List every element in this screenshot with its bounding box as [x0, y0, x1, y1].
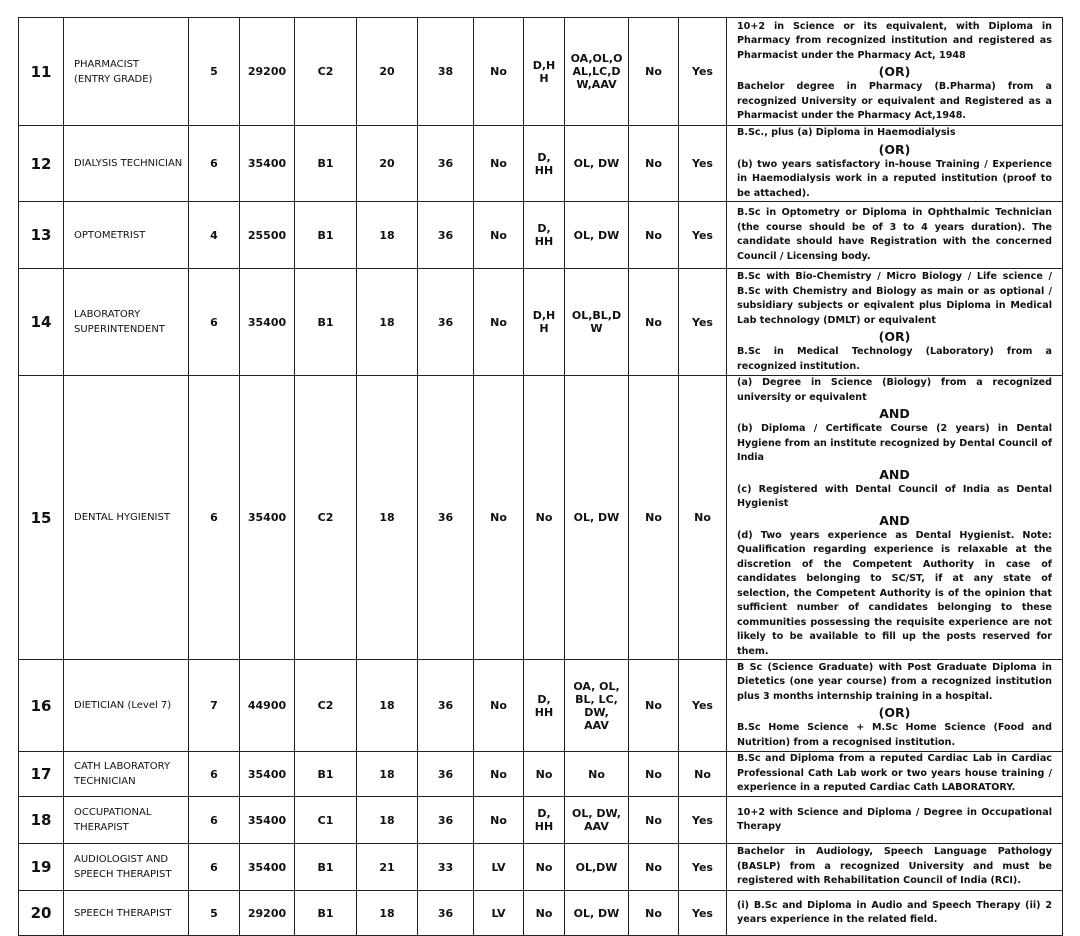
column-10-cell: [565, 752, 629, 797]
post-name-line: PHARMACIST: [74, 58, 140, 70]
table-row: [19, 18, 1063, 126]
pay-level-cell: 5: [189, 18, 240, 126]
post-name-line: SPEECH THERAPIST: [74, 907, 172, 919]
qualification-cell: [727, 752, 1063, 797]
max-age-cell: 38: [418, 18, 474, 126]
column-10-line: OL,BL,D: [571, 309, 622, 322]
column-12-cell: Yes: [679, 126, 727, 202]
post-name-line: LABORATORY: [74, 309, 141, 320]
qualification-cell: [727, 891, 1063, 936]
group-cell: B1: [295, 202, 357, 269]
table-row: [19, 126, 1063, 202]
column-12-cell: Yes: [679, 891, 727, 936]
column-11-cell: No: [629, 752, 679, 797]
pay-level-cell: 5: [189, 891, 240, 936]
max-age-cell: 33: [418, 844, 474, 891]
post-name-line: AUDIOLOGIST AND: [74, 854, 169, 865]
qualification-paragraph: B.Sc., plus (a) Diploma in Haemodialysis: [737, 127, 956, 138]
group-cell: B1: [295, 269, 357, 376]
column-11-cell: No: [629, 844, 679, 891]
column-11-cell: No: [629, 126, 679, 202]
column-8-cell: No: [474, 18, 524, 126]
table-row: [19, 376, 1063, 660]
table-row: [19, 752, 1063, 797]
column-9-cell: [524, 844, 565, 891]
pay-level-cell: 6: [189, 752, 240, 797]
post-name-line: SUPERINTENDENT: [74, 324, 165, 335]
qualification-paragraph: B.Sc in Optometry or Diploma in Ophthalmic Technician (the course should be of 3 to 4 years duration). The candidate should have Registration with the concerned Council / Licensing body.: [737, 207, 1052, 262]
qualification-paragraph: (i) B.Sc and Diploma in Audio and Speech Therapy (ii) 2 years experience in the related field.: [737, 899, 1052, 925]
qualification-separator: AND: [879, 512, 910, 528]
min-age-cell: 18: [357, 376, 418, 660]
qualification-paragraph: B.Sc with Bio-Chemistry / Micro Biology / Life science / B.Sc with Chemistry and Biology as main or as optional / subsidiary subjects or eqivalent plus Diploma in Medical Lab technology (DMLT) or equivalent: [737, 271, 1052, 326]
pay-amount-cell: 25500: [240, 202, 295, 269]
group-cell: B1: [295, 126, 357, 202]
serial-number-cell: 11: [19, 18, 64, 126]
pay-amount-cell: 35400: [240, 797, 295, 844]
qualification-paragraph: B.Sc in Medical Technology (Laboratory) from a recognized institution.: [737, 346, 1052, 372]
column-12-cell: Yes: [679, 202, 727, 269]
pay-amount-cell: 29200: [240, 18, 295, 126]
column-10-line: OL,DW: [575, 860, 618, 874]
serial-number-cell: 14: [19, 269, 64, 376]
column-10-cell: [565, 202, 629, 269]
pay-amount-cell: 35400: [240, 376, 295, 660]
qualification-separator: AND: [879, 466, 910, 482]
column-10-line: OL, DW: [573, 228, 620, 242]
qualification-paragraph: (b) Diploma / Certificate Course (2 years) in Dental Hygiene from an institute recognized by Dental Council of India: [737, 423, 1052, 463]
group-cell: B1: [295, 891, 357, 936]
group-cell: C1: [295, 797, 357, 844]
column-10-cell: [565, 660, 629, 752]
column-9-line: D,: [537, 692, 551, 706]
table-row: [19, 660, 1063, 752]
column-9-line: H: [539, 322, 549, 335]
column-9-cell: [524, 660, 565, 752]
serial-number-cell: 16: [19, 660, 64, 752]
column-8-cell: LV: [474, 844, 524, 891]
qualification-paragraph: (c) Registered with Dental Council of India as Dental Hygienist: [737, 483, 1052, 509]
post-name-line: OPTOMETRIST: [74, 229, 146, 241]
group-cell: B1: [295, 844, 357, 891]
pay-level-cell: 7: [189, 660, 240, 752]
max-age-cell: 36: [418, 797, 474, 844]
min-age-cell: 18: [357, 797, 418, 844]
column-9-line: HH: [534, 235, 554, 248]
max-age-cell: 36: [418, 126, 474, 202]
column-8-cell: No: [474, 202, 524, 269]
serial-number-cell: 19: [19, 844, 64, 891]
max-age-cell: 36: [418, 752, 474, 797]
qualification-paragraph: B.Sc and Diploma from a reputed Cardiac Lab in Cardiac Professional Cath Lab work or two years house training / experience in a reputed Cardiac Cath LABORATORY.: [737, 753, 1052, 794]
min-age-cell: 18: [357, 752, 418, 797]
qualification-separator: (OR): [878, 64, 911, 79]
column-10-line: OL, DW: [573, 511, 620, 524]
column-11-cell: No: [629, 891, 679, 936]
column-12-cell: Yes: [679, 269, 727, 376]
column-10-cell: [565, 126, 629, 202]
serial-number-cell: 15: [19, 376, 64, 660]
column-9-cell: [524, 752, 565, 797]
post-name-line: SPEECH THERAPIST: [74, 869, 172, 880]
min-age-cell: 18: [357, 269, 418, 376]
recruitment-table-container: [18, 17, 1063, 936]
post-name-line: DIETICIAN (Level 7): [74, 700, 172, 711]
table-row: [19, 891, 1063, 936]
column-10-cell: [565, 891, 629, 936]
column-9-line: No: [535, 906, 553, 920]
post-name-cell: [64, 126, 189, 202]
serial-number-cell: 13: [19, 202, 64, 269]
pay-amount-cell: 44900: [240, 660, 295, 752]
column-9-line: H: [539, 71, 549, 85]
column-12-cell: Yes: [679, 797, 727, 844]
serial-number-cell: 12: [19, 126, 64, 202]
column-9-line: D,: [537, 222, 551, 235]
qualification-paragraph: Bachelor in Audiology, Speech Language Pathology (BASLP) from a recognized University and must be registered with Rehabilitation Council of India (RCI).: [737, 846, 1052, 887]
column-10-cell: [565, 18, 629, 126]
pay-amount-cell: 35400: [240, 269, 295, 376]
qualification-cell: [727, 844, 1063, 891]
table-row: [19, 202, 1063, 269]
column-8-cell: No: [474, 660, 524, 752]
serial-number-cell: 18: [19, 797, 64, 844]
pay-amount-cell: 35400: [240, 126, 295, 202]
column-11-cell: No: [629, 797, 679, 844]
qualification-paragraph: B.Sc Home Science + M.Sc Home Science (Food and Nutrition) from a recognised institution.: [737, 722, 1052, 748]
column-9-cell: [524, 797, 565, 844]
column-10-line: DW,: [584, 705, 609, 719]
qualification-separator: (OR): [878, 329, 911, 344]
qualification-cell: [727, 202, 1063, 269]
column-9-cell: [524, 891, 565, 936]
qualification-paragraph: 10+2 with Science and Diploma / Degree in Occupational Therapy: [737, 806, 1052, 832]
pay-level-cell: 6: [189, 797, 240, 844]
column-12-cell: Yes: [679, 844, 727, 891]
table-row: [19, 797, 1063, 844]
column-9-line: D,H: [532, 309, 556, 322]
column-9-cell: [524, 202, 565, 269]
qualification-cell: [727, 797, 1063, 844]
column-8-cell: LV: [474, 891, 524, 936]
qualification-cell: [727, 660, 1063, 752]
column-12-cell: No: [679, 376, 727, 660]
serial-number-cell: 17: [19, 752, 64, 797]
column-9-line: HH: [534, 163, 554, 177]
min-age-cell: 18: [357, 660, 418, 752]
column-9-cell: [524, 376, 565, 660]
pay-level-cell: 4: [189, 202, 240, 269]
post-name-line: OCCUPATIONAL: [74, 807, 152, 818]
post-name-cell: [64, 18, 189, 126]
pay-amount-cell: 35400: [240, 844, 295, 891]
column-9-cell: [524, 126, 565, 202]
qualification-cell: [727, 126, 1063, 202]
column-11-cell: No: [629, 18, 679, 126]
column-10-line: BL, LC,: [575, 692, 618, 706]
qualification-cell: [727, 18, 1063, 126]
qualification-paragraph: (a) Degree in Science (Biology) from a recognized university or equivalent: [737, 377, 1052, 403]
post-name-cell: [64, 891, 189, 936]
column-10-line: W,AAV: [576, 78, 617, 91]
column-10-line: OA, OL,: [573, 679, 620, 693]
column-10-cell: [565, 844, 629, 891]
column-9-cell: [524, 269, 565, 376]
column-9-line: HH: [534, 820, 554, 833]
min-age-cell: 20: [357, 18, 418, 126]
qualification-separator: AND: [879, 406, 910, 421]
column-11-cell: No: [629, 660, 679, 752]
serial-number-cell: 20: [19, 891, 64, 936]
qualification-cell: [727, 269, 1063, 376]
min-age-cell: 18: [357, 891, 418, 936]
column-8-cell: No: [474, 376, 524, 660]
column-10-line: OL, DW: [573, 157, 620, 170]
column-8-cell: No: [474, 752, 524, 797]
column-10-line: AAV: [584, 718, 609, 732]
column-10-line: No: [588, 767, 605, 781]
column-9-line: D,: [537, 807, 551, 820]
column-9-line: No: [535, 767, 553, 781]
column-10-line: AAV: [584, 820, 609, 833]
pay-amount-cell: 29200: [240, 891, 295, 936]
column-10-cell: [565, 797, 629, 844]
post-name-line: DIALYSIS TECHNICIAN: [74, 158, 183, 169]
pay-level-cell: 6: [189, 126, 240, 202]
pay-amount-cell: 35400: [240, 752, 295, 797]
column-8-cell: No: [474, 269, 524, 376]
min-age-cell: 20: [357, 126, 418, 202]
column-9-line: No: [535, 860, 553, 874]
max-age-cell: 36: [418, 202, 474, 269]
column-10-line: OL, DW,: [572, 807, 621, 820]
column-11-cell: No: [629, 376, 679, 660]
qualification-paragraph: 10+2 in Science or its equivalent, with Diploma in Pharmacy from recognized institution and registered as Pharmacist under the Pharmacy Act, 1948: [737, 20, 1052, 61]
pay-level-cell: 6: [189, 269, 240, 376]
post-name-cell: [64, 660, 189, 752]
min-age-cell: 21: [357, 844, 418, 891]
max-age-cell: 36: [418, 660, 474, 752]
column-11-cell: No: [629, 269, 679, 376]
column-10-cell: [565, 376, 629, 660]
post-name-cell: [64, 844, 189, 891]
post-name-line: DENTAL HYGIENIST: [74, 512, 170, 523]
post-name-line: THERAPIST: [74, 822, 129, 833]
post-name-line: TECHNICIAN: [74, 776, 136, 787]
pay-level-cell: 6: [189, 376, 240, 660]
table-row: [19, 269, 1063, 376]
qualification-paragraph: (d) Two years experience as Dental Hygienist. Note: Qualification regarding experience is relaxable at the discretion of the Competent Authority in case of candidates belonging to SC/ST, if at any state of selection, the Competent Authority is of the opinion that sufficient number of candidates belonging to these communities possessing the requisite experience are not likely to be available to fill up the posts reserved for them.: [737, 529, 1052, 657]
column-10-line: OA,OL,O: [570, 52, 623, 65]
post-name-cell: [64, 752, 189, 797]
group-cell: C2: [295, 376, 357, 660]
column-8-cell: No: [474, 126, 524, 202]
column-10-cell: [565, 269, 629, 376]
qualification-paragraph: (b) two years satisfactory in-house Training / Experience in Haemodialysis work in a reputed institution (proof to be attached).: [737, 158, 1052, 199]
column-8-cell: No: [474, 797, 524, 844]
post-name-cell: [64, 269, 189, 376]
column-9-line: No: [535, 511, 553, 524]
table-body: [19, 18, 1063, 936]
table-row: [19, 844, 1063, 891]
column-9-line: D,: [537, 150, 551, 164]
pay-level-cell: 6: [189, 844, 240, 891]
column-10-line: OL, DW: [573, 906, 620, 920]
column-9-cell: [524, 18, 565, 126]
posts-table: [18, 17, 1063, 936]
qualification-separator: (OR): [878, 705, 911, 721]
group-cell: C2: [295, 18, 357, 126]
group-cell: C2: [295, 660, 357, 752]
max-age-cell: 36: [418, 891, 474, 936]
qualification-paragraph: Bachelor degree in Pharmacy (B.Pharma) from a recognized University or equivalent and Registered as a Pharmacist under the Pharmacy Act,1948.: [737, 81, 1052, 121]
column-11-cell: No: [629, 202, 679, 269]
min-age-cell: 18: [357, 202, 418, 269]
column-9-line: HH: [534, 705, 554, 719]
post-name-cell: [64, 797, 189, 844]
qualification-paragraph: B Sc (Science Graduate) with Post Graduate Diploma in Dietetics (one year course) from a recognized institution plus 3 months internship training in a hospital.: [737, 661, 1052, 702]
qualification-cell: [727, 376, 1063, 660]
column-10-line: AL,LC,D: [572, 65, 621, 78]
max-age-cell: 36: [418, 376, 474, 660]
column-10-line: W: [590, 322, 603, 335]
post-name-line: (ENTRY GRADE): [74, 73, 153, 85]
post-name-cell: [64, 376, 189, 660]
column-12-cell: Yes: [679, 18, 727, 126]
group-cell: B1: [295, 752, 357, 797]
column-12-cell: No: [679, 752, 727, 797]
column-9-line: D,H: [532, 58, 556, 72]
max-age-cell: 36: [418, 269, 474, 376]
column-12-cell: Yes: [679, 660, 727, 752]
qualification-separator: (OR): [878, 141, 911, 157]
post-name-cell: [64, 202, 189, 269]
post-name-line: CATH LABORATORY: [74, 761, 171, 772]
